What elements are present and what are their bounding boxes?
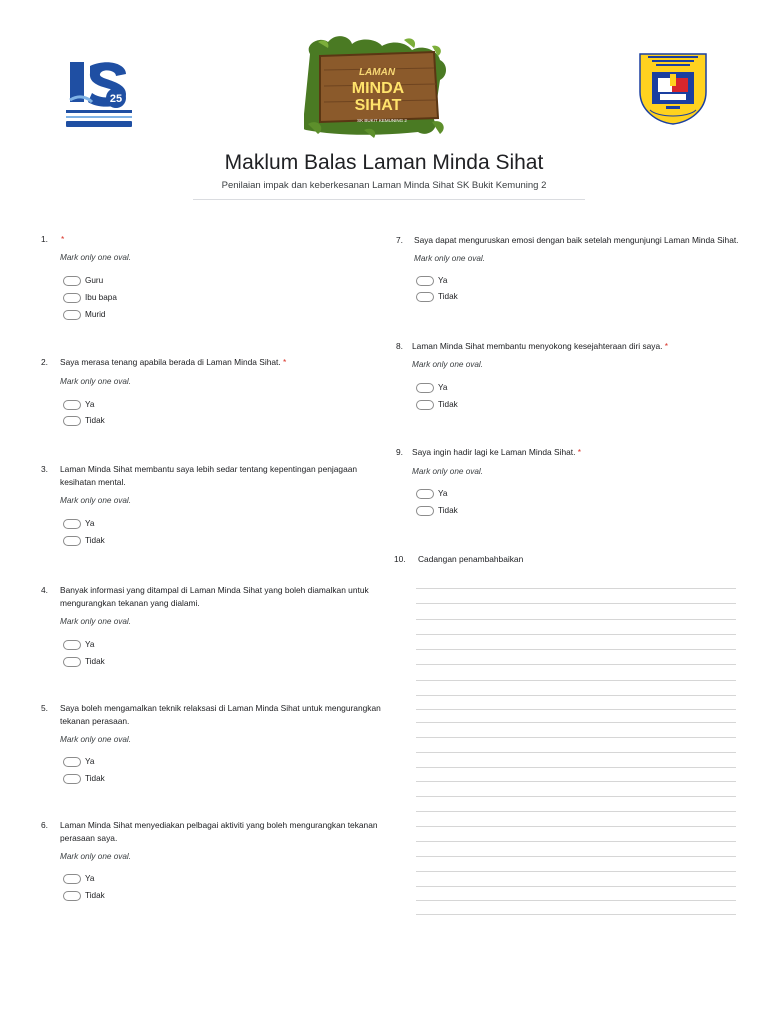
answer-line[interactable] (416, 709, 736, 710)
question-hint: Mark only one oval. (60, 735, 131, 744)
option-label: Tidak (85, 416, 105, 425)
left-logo-number: 25 (109, 93, 123, 105)
school-crest-logo (636, 50, 710, 126)
question-number: 10. (394, 554, 406, 564)
radio-oval[interactable] (63, 891, 81, 901)
question-hint: Mark only one oval. (412, 360, 483, 369)
title-divider (193, 199, 585, 200)
option-label: Ya (85, 400, 95, 409)
question-hint: Mark only one oval. (414, 254, 485, 263)
question-number: 3. (41, 464, 48, 474)
radio-oval[interactable] (63, 310, 81, 320)
radio-oval[interactable] (63, 640, 81, 650)
question-text (412, 340, 668, 352)
required-asterisk: * (664, 341, 669, 351)
radio-oval[interactable] (63, 774, 81, 784)
required-asterisk: * (61, 234, 65, 244)
option-label: Tidak (438, 400, 458, 409)
question-number: 7. (396, 235, 403, 245)
option-label: Tidak (438, 292, 458, 301)
question-text-line-1: Laman Minda Sihat menyediakan pelbagai aktiviti yang boleh mengurangkan tekanan (60, 820, 378, 830)
answer-line[interactable] (416, 680, 736, 681)
radio-oval[interactable] (63, 757, 81, 767)
radio-oval[interactable] (416, 276, 434, 286)
signboard-line-laman: LAMAN (358, 67, 396, 78)
answer-line[interactable] (416, 811, 736, 812)
question-number: 4. (41, 585, 48, 595)
question-text (412, 446, 581, 458)
radio-oval[interactable] (63, 293, 81, 303)
question-text-line-1: Banyak informasi yang ditampal di Laman Minda Sihat yang boleh diamalkan untuk (60, 585, 369, 595)
question-number: 6. (41, 820, 48, 830)
question-text-line-2: tekanan perasaan. (60, 716, 130, 726)
question-text-line-2: mengurangkan tekanan yang dialami. (60, 598, 200, 608)
signboard-line-sihat: SIHAT (354, 97, 402, 114)
question-text-line-2: perasaan saya. (60, 833, 118, 843)
answer-line[interactable] (416, 914, 736, 915)
question-text-line-1: Laman Minda Sihat membantu saya lebih sedar tentang kepentingan penjagaan (60, 464, 358, 474)
answer-line[interactable] (416, 649, 736, 650)
form-subtitle: Penilaian impak dan keberkesanan Laman Minda Sihat SK Bukit Kemuning 2 (221, 180, 547, 191)
option-label: Tidak (85, 774, 105, 783)
question-hint: Mark only one oval. (412, 467, 483, 476)
form-title: Maklum Balas Laman Minda Sihat (224, 151, 544, 174)
radio-oval[interactable] (63, 874, 81, 884)
answer-line[interactable] (416, 722, 736, 723)
question-number: 2. (41, 357, 48, 367)
question-hint: Mark only one oval. (60, 852, 131, 861)
answer-line[interactable] (416, 796, 736, 797)
answer-line[interactable] (416, 588, 736, 589)
option-label: Ya (85, 519, 95, 528)
radio-oval[interactable] (63, 657, 81, 667)
question-hint: Mark only one oval. (60, 496, 131, 505)
question-number: 9. (396, 447, 403, 457)
question-hint: Mark only one oval. (60, 617, 131, 626)
answer-line[interactable] (416, 695, 736, 696)
option-label: Ya (85, 874, 95, 883)
answer-line[interactable] (416, 752, 736, 753)
radio-oval[interactable] (416, 489, 434, 499)
answer-line[interactable] (416, 603, 736, 604)
option-label: Ibu bapa (85, 293, 117, 302)
answer-line[interactable] (416, 900, 736, 901)
radio-oval[interactable] (416, 383, 434, 393)
radio-oval[interactable] (63, 400, 81, 410)
answer-line[interactable] (416, 886, 736, 887)
answer-line[interactable] (416, 767, 736, 768)
signboard-line-school: SK BUKIT KEMUNING 2 (357, 118, 407, 123)
question-text (60, 356, 286, 368)
transformation-logo (64, 56, 134, 130)
answer-line[interactable] (416, 781, 736, 782)
question-number: 8. (396, 341, 403, 351)
question-text-line-1: Saya boleh mengamalkan teknik relaksasi di Laman Minda Sihat untuk mengurangkan (60, 703, 381, 713)
option-label: Tidak (85, 891, 105, 900)
answer-line[interactable] (416, 826, 736, 827)
question-text: Cadangan penambahbaikan (418, 554, 524, 564)
required-asterisk: * (577, 447, 582, 457)
option-label: Tidak (85, 657, 105, 666)
required-asterisk: * (283, 357, 287, 367)
radio-oval[interactable] (63, 519, 81, 529)
option-label: Ya (438, 383, 448, 392)
option-label: Ya (438, 489, 448, 498)
question-hint: Mark only one oval. (60, 377, 131, 386)
question-text (61, 233, 64, 245)
question-text-line-2: kesihatan mental. (60, 477, 126, 487)
question-text-content: Laman Minda Sihat membantu menyokong kesejahteraan diri saya. (412, 341, 663, 351)
radio-oval[interactable] (416, 506, 434, 516)
question-text: Saya dapat menguruskan emosi dengan baik setelah mengunjungi Laman Minda Sihat. (414, 235, 739, 245)
answer-line[interactable] (416, 619, 736, 620)
answer-line[interactable] (416, 856, 736, 857)
question-text-content: Saya ingin hadir lagi ke Laman Minda Sihat. (412, 447, 576, 457)
option-label: Ya (438, 276, 448, 285)
question-hint: Mark only one oval. (60, 253, 131, 262)
answer-line[interactable] (416, 634, 736, 635)
option-label: Ya (85, 640, 95, 649)
answer-line[interactable] (416, 664, 736, 665)
radio-oval[interactable] (63, 536, 81, 546)
signboard-line-minda: MINDA (351, 80, 405, 97)
question-text-content: Saya merasa tenang apabila berada di Laman Minda Sihat. (60, 357, 281, 367)
laman-minda-sihat-signboard (304, 34, 450, 140)
radio-oval[interactable] (63, 416, 81, 426)
option-label: Tidak (85, 536, 105, 545)
radio-oval[interactable] (416, 400, 434, 410)
option-label: Tidak (438, 506, 458, 515)
answer-line[interactable] (416, 841, 736, 842)
option-label: Ya (85, 757, 95, 766)
answer-line[interactable] (416, 737, 736, 738)
radio-oval[interactable] (416, 292, 434, 302)
answer-line[interactable] (416, 871, 736, 872)
option-label: Murid (85, 310, 106, 319)
radio-oval[interactable] (63, 276, 81, 286)
question-number: 1. (41, 234, 48, 244)
question-number: 5. (41, 703, 48, 713)
option-label: Guru (85, 276, 104, 285)
